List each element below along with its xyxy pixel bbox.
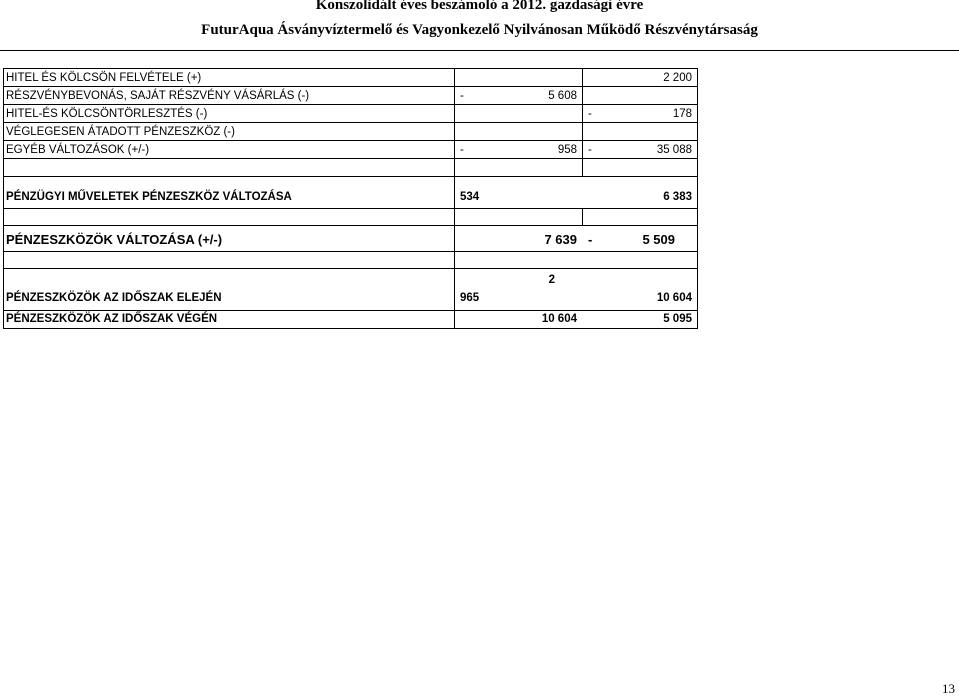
company-name: FuturAqua Ásványvíztermelő és Vagyonkezelő Nyilvánosan Működő Részvénytársaság: [201, 22, 758, 38]
prior-year-cell: 2 200: [663, 72, 692, 84]
header-rule: [0, 50, 959, 51]
row-label: EGYÉB VÁLTOZÁSOK (+/-): [6, 144, 150, 156]
current-year-cell: [455, 105, 582, 123]
row-label: PÉNZÜGYI MŰVELETEK PÉNZESZKÖZ VÁLTOZÁSA: [6, 191, 292, 203]
current-year-cell: 7 639: [544, 232, 577, 247]
page-number: 13: [942, 681, 955, 696]
current-year-cell: - 5 608: [460, 90, 577, 102]
row-label: RÉSZVÉNYBEVONÁS, SAJÁT RÉSZVÉNY VÁSÁRLÁS (-): [6, 90, 310, 102]
row-label: HITEL-ÉS KÖLCSÖNTÖRLESZTÉS (-): [6, 108, 208, 120]
table-hline: [3, 225, 698, 226]
table-vline-right: [697, 68, 698, 328]
table-hline: [3, 251, 698, 252]
table-hline: [3, 208, 698, 209]
prior-year-cell: [583, 87, 697, 105]
prior-year-cell: 5 095: [663, 313, 692, 325]
table-vline-col1-b: [582, 208, 583, 225]
prior-year-cell: [583, 123, 697, 141]
row-label: HITEL ÉS KÖLCSÖN FELVÉTELE (+): [6, 72, 202, 84]
row-label: PÉNZESZKÖZÖK VÁLTOZÁSA (+/-): [6, 232, 223, 247]
current-year-cell: 10 604: [541, 313, 577, 325]
prior-year-cell: - 178: [588, 108, 692, 120]
table-hline: [3, 268, 698, 269]
row-label: VÉGLEGESEN ÁTADOTT PÉNZESZKÖZ (-): [6, 126, 235, 138]
prior-year-cell: - 5 509: [588, 232, 675, 247]
current-year-cell: [455, 123, 582, 141]
table-hline: [3, 328, 698, 329]
prior-year-cell: 10 604: [656, 292, 692, 304]
current-year-cell: - 958: [460, 144, 577, 156]
prior-year-cell: - 35 088: [588, 144, 692, 156]
row-label: PÉNZESZKÖZÖK AZ IDŐSZAK VÉGÉN: [6, 313, 218, 325]
current-year-cell: [455, 69, 582, 87]
table-hline: [3, 176, 698, 177]
current-year-cell: 534: [460, 191, 480, 203]
report-title: Konszolidált éves beszámoló a 2012. gazdasági évre: [315, 0, 644, 13]
current-year-cell-top: 2: [548, 274, 555, 286]
current-year-cell: 965: [460, 292, 480, 304]
row-label: PÉNZESZKÖZÖK AZ IDŐSZAK ELEJÉN: [6, 292, 222, 304]
prior-year-cell: 6 383: [663, 191, 692, 203]
